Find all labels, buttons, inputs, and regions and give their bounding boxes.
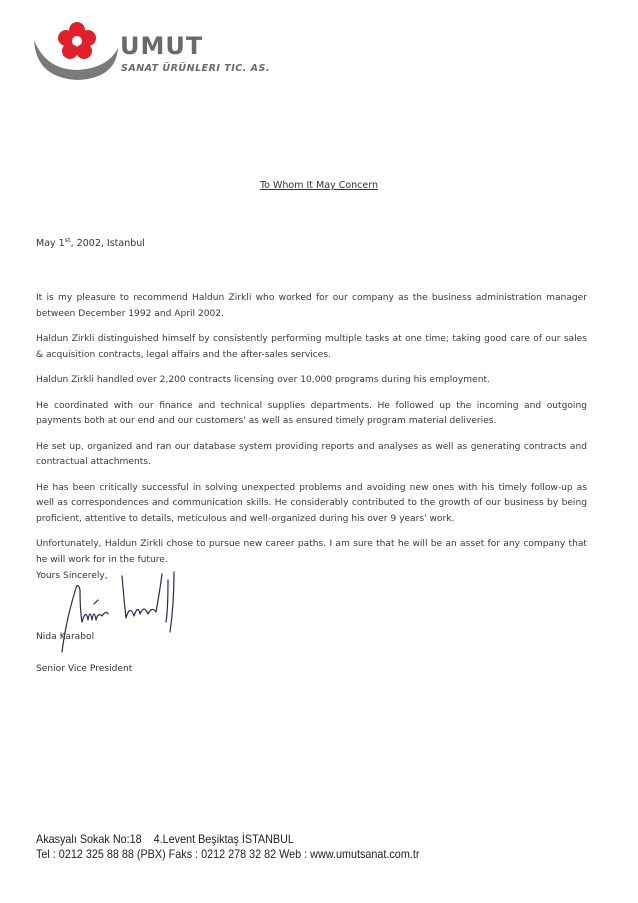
letter-subject: To Whom It May Concern bbox=[259, 180, 379, 191]
paragraph: He has been critically successful in solving unexpected problems and avoiding new ones with his timely follow-up as well as correspondences and communication skills. He considerably contributed to the growth of our business by being proficient, attentive to details, meticulous and well-organized during his over 9 years' work. bbox=[36, 482, 587, 524]
date-ordinal: st bbox=[64, 236, 71, 244]
date-suffix: , 2002, Istanbul bbox=[70, 238, 145, 250]
signer-title: Senior Vice President bbox=[36, 664, 133, 674]
footer-contact: Tel : 0212 325 88 88 (PBX) Faks : 0212 278 32 82 Web : www.umutsanat.com.tr bbox=[36, 847, 420, 861]
brand-name: UMUT bbox=[120, 32, 204, 60]
paragraph: It is my pleasure to recommend Haldun Zirkli who worked for our company as the business administration manager between December 1992 and April 2002. bbox=[36, 293, 587, 319]
paragraph: Unfortunately, Haldun Zirkli chose to pursue new career paths. I am sure that he will be an asset for any company that he will work for in the future. bbox=[36, 539, 587, 565]
paragraph: He set up, organized and ran our database system providing reports and analyses as well as generating contracts and contractual attachments. bbox=[36, 441, 587, 467]
letter-date bbox=[36, 236, 145, 249]
paragraph: Haldun Zirkli handled over 2,200 contracts licensing over 10,000 programs during his employment. bbox=[36, 375, 490, 385]
letterhead-footer bbox=[36, 832, 462, 862]
letter-closing: Yours Sincerely, bbox=[36, 571, 108, 581]
paragraph: He coordinated with our finance and technical supplies departments. He followed up the incoming and outgoing payments both at our end and our customers' as well as ensured timely program material deliveries. bbox=[36, 400, 587, 426]
company-logo-icon bbox=[30, 20, 120, 82]
signer-name: Nida Karabol bbox=[36, 632, 95, 642]
date-prefix: May 1 bbox=[36, 238, 65, 250]
letter-body bbox=[36, 291, 587, 578]
paragraph: Haldun Zirkli distinguished himself by consistently performing multiple tasks at one time; taking good care of our sales & acquisition contracts, legal affairs and the after-sales services. bbox=[36, 334, 587, 360]
brand-subtitle: SANAT ÜRÜNLERI TIC. AS. bbox=[121, 63, 270, 74]
footer-address: Akasyalı Sokak No:18 4.Levent Beşiktaş İSTANBUL bbox=[36, 832, 294, 846]
